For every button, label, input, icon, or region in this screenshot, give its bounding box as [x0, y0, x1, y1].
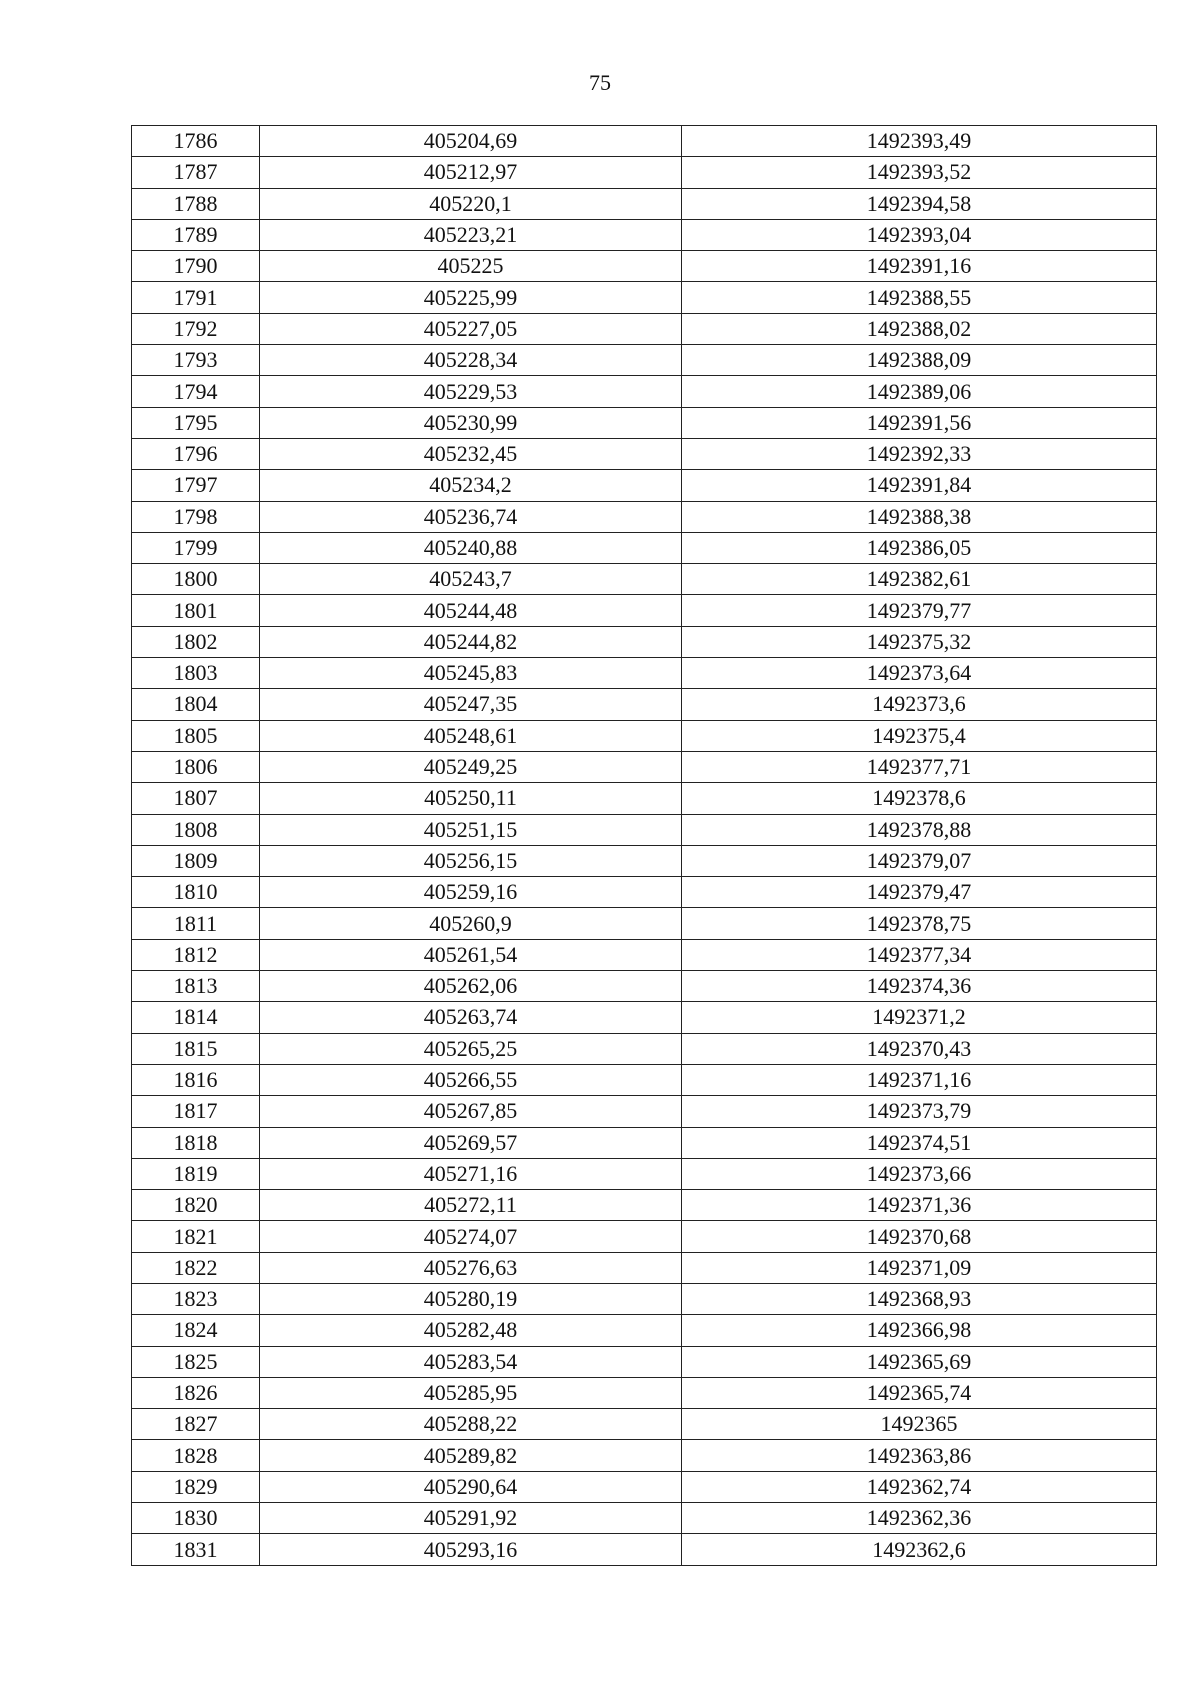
y-coordinate-cell: 1492371,09: [682, 1252, 1157, 1283]
y-coordinate-cell: 1492386,05: [682, 532, 1157, 563]
y-coordinate-cell: 1492392,33: [682, 438, 1157, 469]
table-row: [132, 595, 1157, 626]
table-row: [132, 783, 1157, 814]
table-row: [132, 720, 1157, 751]
point-number-cell: 1809: [132, 845, 260, 876]
table-row: [132, 658, 1157, 689]
x-coordinate-cell: 405269,57: [260, 1127, 682, 1158]
table-row: [132, 908, 1157, 939]
x-coordinate-cell: 405225,99: [260, 282, 682, 313]
x-coordinate-cell: 405225: [260, 251, 682, 282]
table-row: [132, 438, 1157, 469]
point-number-cell: 1811: [132, 908, 260, 939]
y-coordinate-cell: 1492389,06: [682, 376, 1157, 407]
x-coordinate-cell: 405244,48: [260, 595, 682, 626]
y-coordinate-cell: 1492379,07: [682, 845, 1157, 876]
x-coordinate-cell: 405228,34: [260, 345, 682, 376]
table-row: [132, 1409, 1157, 1440]
x-coordinate-cell: 405229,53: [260, 376, 682, 407]
x-coordinate-cell: 405274,07: [260, 1221, 682, 1252]
point-number-cell: 1826: [132, 1377, 260, 1408]
table-row: [132, 1283, 1157, 1314]
table-row: [132, 1190, 1157, 1221]
y-coordinate-cell: 1492371,16: [682, 1064, 1157, 1095]
point-number-cell: 1828: [132, 1440, 260, 1471]
table-row: [132, 1377, 1157, 1408]
point-number-cell: 1796: [132, 438, 260, 469]
point-number-cell: 1795: [132, 407, 260, 438]
point-number-cell: 1814: [132, 1002, 260, 1033]
point-number-cell: 1798: [132, 501, 260, 532]
point-number-cell: 1786: [132, 126, 260, 157]
x-coordinate-cell: 405227,05: [260, 313, 682, 344]
point-number-cell: 1804: [132, 689, 260, 720]
point-number-cell: 1825: [132, 1346, 260, 1377]
y-coordinate-cell: 1492375,4: [682, 720, 1157, 751]
table-row: [132, 1002, 1157, 1033]
point-number-cell: 1805: [132, 720, 260, 751]
table-row: [132, 219, 1157, 250]
table-row: [132, 1127, 1157, 1158]
y-coordinate-cell: 1492366,98: [682, 1315, 1157, 1346]
point-number-cell: 1810: [132, 877, 260, 908]
x-coordinate-cell: 405262,06: [260, 971, 682, 1002]
y-coordinate-cell: 1492375,32: [682, 626, 1157, 657]
y-coordinate-cell: 1492394,58: [682, 188, 1157, 219]
y-coordinate-cell: 1492368,93: [682, 1283, 1157, 1314]
y-coordinate-cell: 1492388,09: [682, 345, 1157, 376]
table-row: [132, 1315, 1157, 1346]
y-coordinate-cell: 1492382,61: [682, 564, 1157, 595]
point-number-cell: 1792: [132, 313, 260, 344]
point-number-cell: 1831: [132, 1534, 260, 1565]
table-row: [132, 1096, 1157, 1127]
y-coordinate-cell: 1492377,71: [682, 751, 1157, 782]
y-coordinate-cell: 1492393,04: [682, 219, 1157, 250]
table-row: [132, 1440, 1157, 1471]
point-number-cell: 1794: [132, 376, 260, 407]
table-row: [132, 345, 1157, 376]
x-coordinate-cell: 405285,95: [260, 1377, 682, 1408]
x-coordinate-cell: 405251,15: [260, 814, 682, 845]
table-row: [132, 751, 1157, 782]
y-coordinate-cell: 1492379,77: [682, 595, 1157, 626]
point-number-cell: 1800: [132, 564, 260, 595]
x-coordinate-cell: 405261,54: [260, 939, 682, 970]
y-coordinate-cell: 1492362,6: [682, 1534, 1157, 1565]
y-coordinate-cell: 1492365: [682, 1409, 1157, 1440]
y-coordinate-cell: 1492373,6: [682, 689, 1157, 720]
x-coordinate-cell: 405212,97: [260, 157, 682, 188]
x-coordinate-cell: 405247,35: [260, 689, 682, 720]
x-coordinate-cell: 405236,74: [260, 501, 682, 532]
table-row: [132, 157, 1157, 188]
point-number-cell: 1793: [132, 345, 260, 376]
table-row: [132, 845, 1157, 876]
x-coordinate-cell: 405280,19: [260, 1283, 682, 1314]
y-coordinate-cell: 1492373,66: [682, 1158, 1157, 1189]
point-number-cell: 1819: [132, 1158, 260, 1189]
table-row: [132, 814, 1157, 845]
y-coordinate-cell: 1492388,02: [682, 313, 1157, 344]
y-coordinate-cell: 1492388,38: [682, 501, 1157, 532]
point-number-cell: 1802: [132, 626, 260, 657]
x-coordinate-cell: 405244,82: [260, 626, 682, 657]
table-row: [132, 282, 1157, 313]
x-coordinate-cell: 405204,69: [260, 126, 682, 157]
table-row: [132, 1346, 1157, 1377]
point-number-cell: 1808: [132, 814, 260, 845]
table-row: [132, 564, 1157, 595]
table-row: [132, 877, 1157, 908]
point-number-cell: 1820: [132, 1190, 260, 1221]
x-coordinate-cell: 405276,63: [260, 1252, 682, 1283]
x-coordinate-cell: 405245,83: [260, 658, 682, 689]
x-coordinate-cell: 405220,1: [260, 188, 682, 219]
table-row: [132, 126, 1157, 157]
x-coordinate-cell: 405249,25: [260, 751, 682, 782]
x-coordinate-cell: 405263,74: [260, 1002, 682, 1033]
point-number-cell: 1824: [132, 1315, 260, 1346]
point-number-cell: 1797: [132, 470, 260, 501]
y-coordinate-cell: 1492370,43: [682, 1033, 1157, 1064]
x-coordinate-cell: 405282,48: [260, 1315, 682, 1346]
point-number-cell: 1787: [132, 157, 260, 188]
point-number-cell: 1801: [132, 595, 260, 626]
x-coordinate-cell: 405234,2: [260, 470, 682, 501]
point-number-cell: 1829: [132, 1471, 260, 1502]
x-coordinate-cell: 405288,22: [260, 1409, 682, 1440]
coordinates-table-body: [132, 126, 1157, 1566]
point-number-cell: 1817: [132, 1096, 260, 1127]
table-row: [132, 1252, 1157, 1283]
table-row: [132, 1064, 1157, 1095]
point-number-cell: 1788: [132, 188, 260, 219]
y-coordinate-cell: 1492363,86: [682, 1440, 1157, 1471]
y-coordinate-cell: 1492374,36: [682, 971, 1157, 1002]
table-row: [132, 626, 1157, 657]
point-number-cell: 1790: [132, 251, 260, 282]
x-coordinate-cell: 405248,61: [260, 720, 682, 751]
x-coordinate-cell: 405265,25: [260, 1033, 682, 1064]
point-number-cell: 1803: [132, 658, 260, 689]
point-number-cell: 1830: [132, 1503, 260, 1534]
y-coordinate-cell: 1492370,68: [682, 1221, 1157, 1252]
y-coordinate-cell: 1492391,84: [682, 470, 1157, 501]
table-row: [132, 689, 1157, 720]
x-coordinate-cell: 405240,88: [260, 532, 682, 563]
table-row: [132, 1158, 1157, 1189]
table-row: [132, 251, 1157, 282]
table-row: [132, 407, 1157, 438]
x-coordinate-cell: 405283,54: [260, 1346, 682, 1377]
point-number-cell: 1789: [132, 219, 260, 250]
y-coordinate-cell: 1492365,69: [682, 1346, 1157, 1377]
x-coordinate-cell: 405260,9: [260, 908, 682, 939]
point-number-cell: 1806: [132, 751, 260, 782]
y-coordinate-cell: 1492378,75: [682, 908, 1157, 939]
table-row: [132, 1033, 1157, 1064]
x-coordinate-cell: 405290,64: [260, 1471, 682, 1502]
y-coordinate-cell: 1492362,36: [682, 1503, 1157, 1534]
table-row: [132, 501, 1157, 532]
point-number-cell: 1816: [132, 1064, 260, 1095]
y-coordinate-cell: 1492378,88: [682, 814, 1157, 845]
x-coordinate-cell: 405230,99: [260, 407, 682, 438]
x-coordinate-cell: 405272,11: [260, 1190, 682, 1221]
y-coordinate-cell: 1492378,6: [682, 783, 1157, 814]
y-coordinate-cell: 1492388,55: [682, 282, 1157, 313]
point-number-cell: 1821: [132, 1221, 260, 1252]
y-coordinate-cell: 1492373,64: [682, 658, 1157, 689]
y-coordinate-cell: 1492371,36: [682, 1190, 1157, 1221]
point-number-cell: 1813: [132, 971, 260, 1002]
x-coordinate-cell: 405250,11: [260, 783, 682, 814]
page-number: 75: [589, 70, 611, 95]
y-coordinate-cell: 1492365,74: [682, 1377, 1157, 1408]
x-coordinate-cell: 405259,16: [260, 877, 682, 908]
point-number-cell: 1812: [132, 939, 260, 970]
coordinates-table: [131, 125, 1157, 1566]
y-coordinate-cell: 1492379,47: [682, 877, 1157, 908]
x-coordinate-cell: 405271,16: [260, 1158, 682, 1189]
x-coordinate-cell: 405256,15: [260, 845, 682, 876]
point-number-cell: 1815: [132, 1033, 260, 1064]
y-coordinate-cell: 1492374,51: [682, 1127, 1157, 1158]
x-coordinate-cell: 405291,92: [260, 1503, 682, 1534]
table-row: [132, 188, 1157, 219]
table-row: [132, 939, 1157, 970]
x-coordinate-cell: 405293,16: [260, 1534, 682, 1565]
point-number-cell: 1823: [132, 1283, 260, 1314]
table-row: [132, 470, 1157, 501]
table-row: [132, 1534, 1157, 1565]
point-number-cell: 1822: [132, 1252, 260, 1283]
y-coordinate-cell: 1492373,79: [682, 1096, 1157, 1127]
y-coordinate-cell: 1492391,56: [682, 407, 1157, 438]
table-row: [132, 1221, 1157, 1252]
x-coordinate-cell: 405267,85: [260, 1096, 682, 1127]
point-number-cell: 1827: [132, 1409, 260, 1440]
y-coordinate-cell: 1492362,74: [682, 1471, 1157, 1502]
point-number-cell: 1799: [132, 532, 260, 563]
y-coordinate-cell: 1492393,52: [682, 157, 1157, 188]
table-row: [132, 1503, 1157, 1534]
x-coordinate-cell: 405223,21: [260, 219, 682, 250]
x-coordinate-cell: 405243,7: [260, 564, 682, 595]
y-coordinate-cell: 1492377,34: [682, 939, 1157, 970]
table-row: [132, 971, 1157, 1002]
y-coordinate-cell: 1492391,16: [682, 251, 1157, 282]
x-coordinate-cell: 405232,45: [260, 438, 682, 469]
x-coordinate-cell: 405289,82: [260, 1440, 682, 1471]
point-number-cell: 1791: [132, 282, 260, 313]
y-coordinate-cell: 1492393,49: [682, 126, 1157, 157]
y-coordinate-cell: 1492371,2: [682, 1002, 1157, 1033]
point-number-cell: 1818: [132, 1127, 260, 1158]
table-row: [132, 532, 1157, 563]
table-row: [132, 1471, 1157, 1502]
table-row: [132, 376, 1157, 407]
table-row: [132, 313, 1157, 344]
point-number-cell: 1807: [132, 783, 260, 814]
x-coordinate-cell: 405266,55: [260, 1064, 682, 1095]
